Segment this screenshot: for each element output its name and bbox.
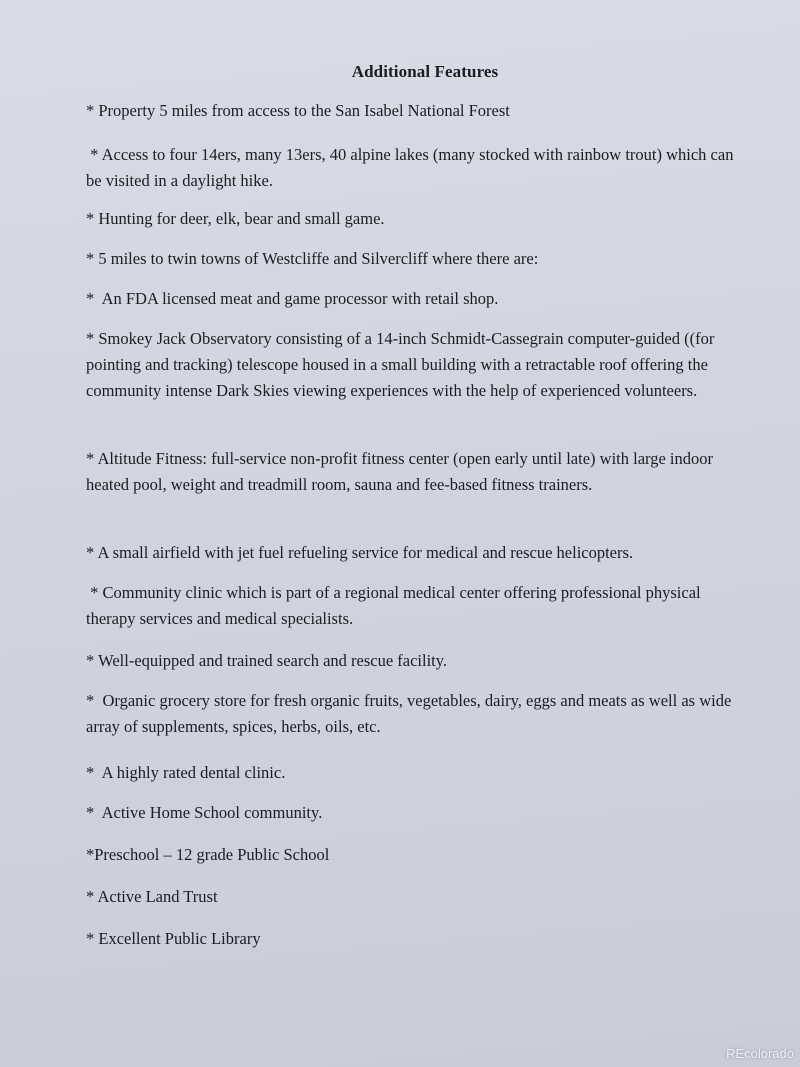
- document-title: Additional Features: [351, 62, 499, 81]
- feature-item-twin-towns: * 5 miles to twin towns of Westcliffe and Silvercliff where there are:: [86, 249, 539, 268]
- watermark-text: REcolorado: [726, 1046, 794, 1061]
- feature-item-hunting: * Hunting for deer, elk, bear and small game.: [86, 209, 385, 228]
- feature-item-home-school: * Active Home School community.: [86, 803, 323, 822]
- feature-item-library: * Excellent Public Library: [86, 929, 261, 948]
- feature-item-fitness: * Altitude Fitness: full-service non-profit fitness center (open early until late) with large indoor heated pool, weight and treadmill room, sauna and fee-based fitness trainers.: [86, 449, 713, 494]
- feature-item-search-rescue: * Well-equipped and trained search and rescue facility.: [86, 651, 448, 670]
- feature-item-dental: * A highly rated dental clinic.: [86, 763, 286, 782]
- feature-item-airfield: * A small airfield with jet fuel refueling service for medical and rescue helicopters.: [86, 543, 634, 562]
- feature-item-observatory: * Smokey Jack Observatory consisting of a 14-inch Schmidt-Cassegrain computer-guided ((for pointing and tracking) telescope housed in a small building with a retractable roof offering the community intense Dark Skies viewing experiences with the help of experienced volunteers.: [86, 329, 715, 400]
- feature-item-meat-processor: * An FDA licensed meat and game processor with retail shop.: [86, 289, 499, 308]
- feature-item-grocery: * Organic grocery store for fresh organic fruits, vegetables, dairy, eggs and meats as well as wide array of supplements, spices, herbs, oils, etc.: [86, 691, 736, 736]
- feature-item-alpine-lakes: * Access to four 14ers, many 13ers, 40 alpine lakes (many stocked with rainbow trout) which can be visited in a daylight hike.: [86, 145, 738, 190]
- feature-item-public-school: *Preschool – 12 grade Public School: [86, 845, 330, 864]
- feature-item-land-trust: * Active Land Trust: [86, 887, 218, 906]
- feature-item-forest-access: * Property 5 miles from access to the San Isabel National Forest: [86, 101, 510, 120]
- feature-item-clinic: * Community clinic which is part of a regional medical center offering professional physical therapy services and medical specialists.: [86, 583, 705, 628]
